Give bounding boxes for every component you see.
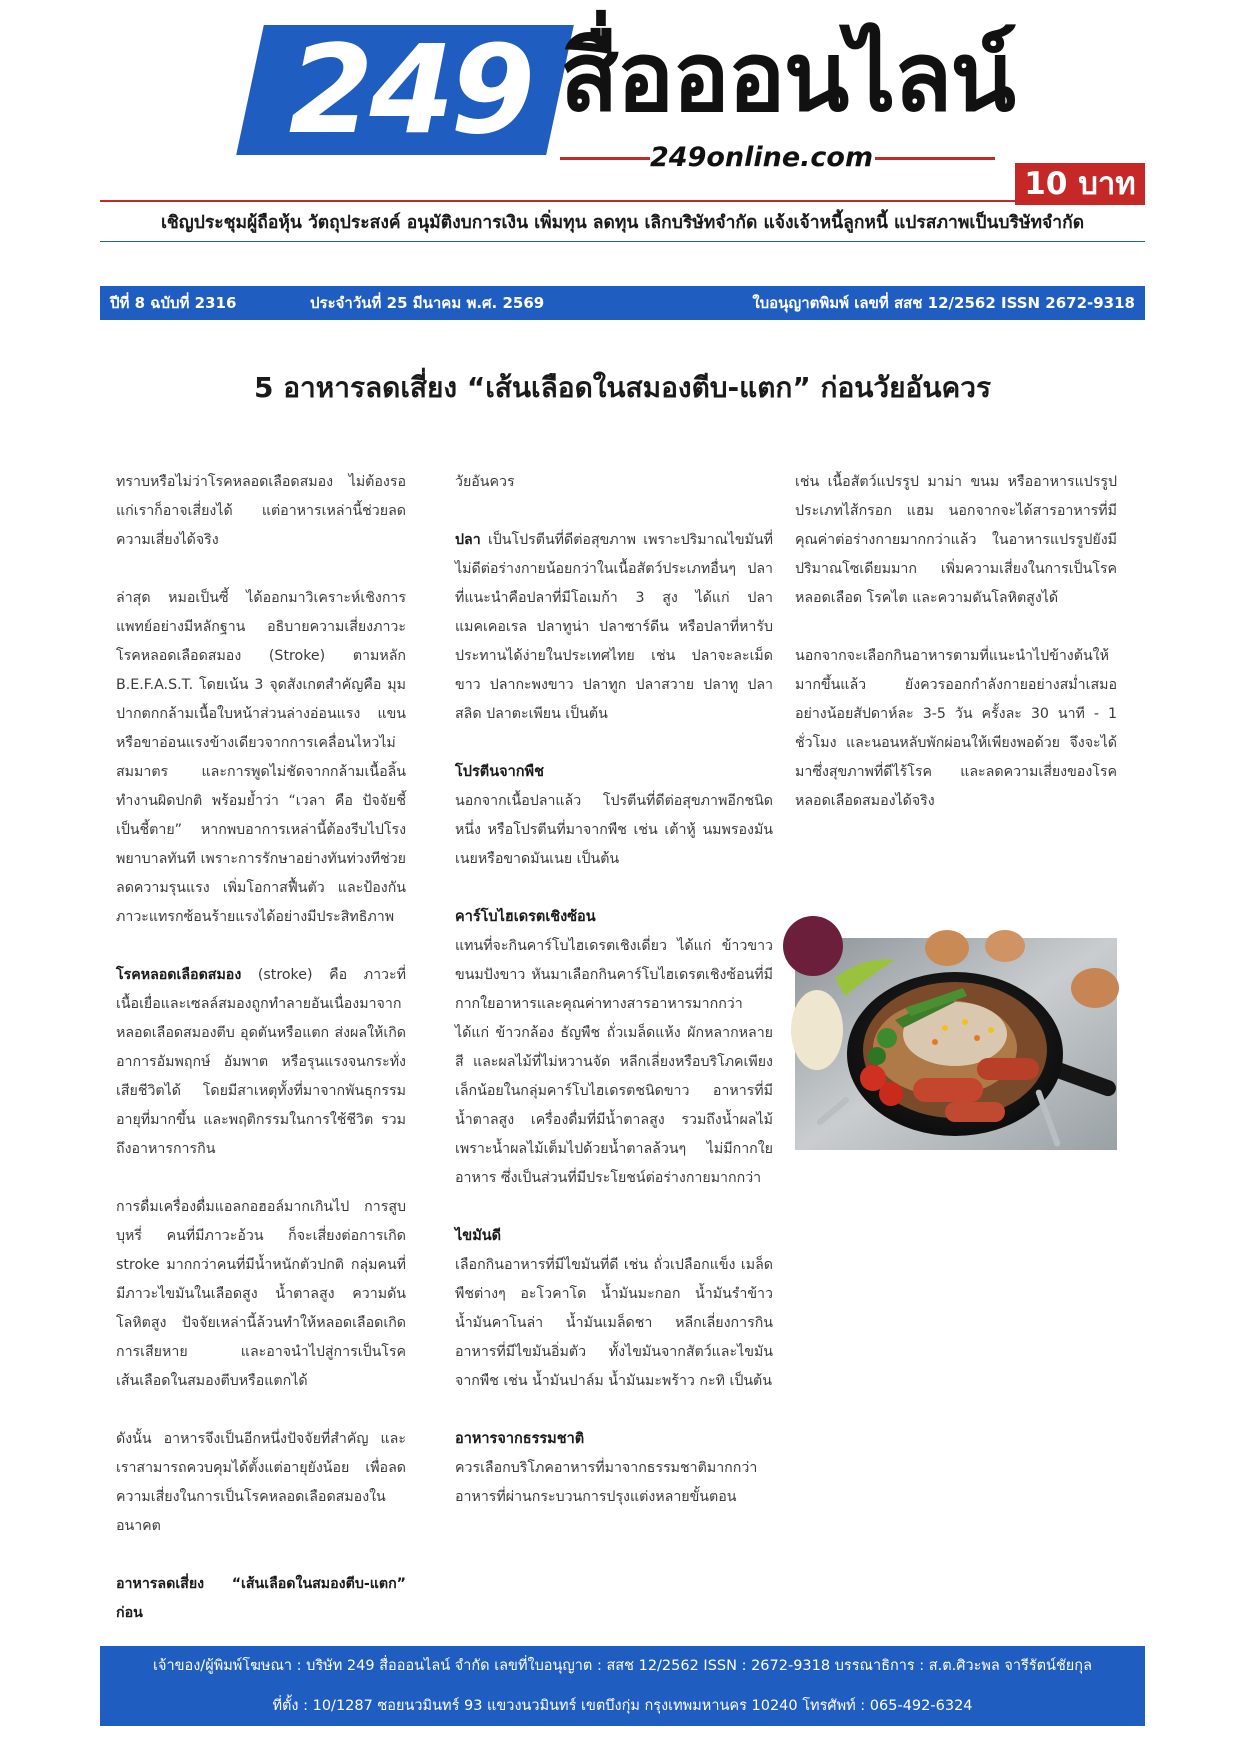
paragraph: ดังนั้น อาหารจึงเป็นอีกหนึ่งปัจจัยที่สำคัญ และเราสามารถควบคุมได้ตั้งแต่อายุยังน้อย เพื่อลดความเสี่ยงในการเป็นโรคหลอดเลือดสมองในอนาคต bbox=[116, 1431, 406, 1534]
article-headline: 5 อาหารลดเสี่ยง “เส้นเลือดในสมองตีบ-แตก” ก่อนวัยอันควร bbox=[254, 371, 991, 404]
inline-label: โรคหลอดเลือดสมอง bbox=[116, 967, 242, 983]
paragraph: วัยอันควร bbox=[455, 474, 515, 490]
paragraph bbox=[455, 526, 773, 729]
paragraph: เลือกกินอาหารที่มีไขมันที่ดี เช่น ถั่วเปลือกแข็ง เมล็ดพืชต่างๆ อะโวคาโด น้ำมันมะกอก น้ำมันรำข้าว น้ำมันคาโนล่า น้ำมันเมล็ดชา หลีกเลี่ยงการกินอาหารที่มีไขมันอิ่มตัว ทั้งไขมันจากสัตว์และไขมันจากพืช เช่น น้ำมันปาล์ม น้ำมันมะพร้าว กะทิ เป็นต้น bbox=[455, 1257, 773, 1389]
inline-label: ปลา bbox=[455, 532, 481, 548]
site-url: 249online.com bbox=[650, 142, 874, 173]
logo-rule-left bbox=[560, 157, 650, 160]
paragraph bbox=[116, 961, 406, 1164]
issue-date: ประจำวันที่ 25 มีนาคม พ.ศ. 2569 bbox=[310, 294, 545, 312]
paragraph: เช่น เนื้อสัตว์แปรรูป มาม่า ขนม หรืออาหารแปรรูปประเภทไส้กรอก แฮม นอกจากจะได้สารอาหารที่มีคุณค่าต่อร่างกายมากกว่าแล้ว ในอาหารแปรรูปยังมีปริมาณโซเดียมมาก เพิ่มความเสี่ยงในการเป็นโรคหลอดเลือด โรคไต และความดันโลหิตสูงได้ bbox=[795, 474, 1117, 606]
paragraph: นอกจากเนื้อปลาแล้ว โปรตีนที่ดีต่อสุขภาพอีกชนิดหนึ่ง หรือโปรตีนที่มาจากพืช เช่น เต้าหู้ นมพรองมันเนยหรือขาดมันเนย เป็นต้น bbox=[455, 793, 773, 867]
section-heading: ไขมันดี bbox=[455, 1228, 502, 1244]
footer-address-line: ที่ตั้ง : 10/1287 ซอยนวมินทร์ 93 แขวงนวมินทร์ เขตบึงกุ่ม กรุงเทพมหานคร 10240 โทรศัพท์ : 065-492-6324 bbox=[272, 1698, 973, 1714]
section-heading: โปรตีนจากพืช bbox=[455, 764, 544, 780]
food-photo-illustration bbox=[795, 938, 1117, 1150]
logo-wordmark: สื่อออนไลน์ bbox=[560, 21, 1014, 133]
paragraph: แทนที่จะกินคาร์โบไฮเดรตเชิงเดี่ยว ได้แก่ ข้าวขาว ขนมปังขาว หันมาเลือกกินคาร์โบไฮเดรตเชิงซ้อนที่มีกากใยอาหารและคุณค่าทางสารอาหารมากกว่า ได้แก่ ข้าวกล้อง ธัญพืช ถั่วเมล็ดแห้ง ผักหลากหลายสี และผลไม้ที่ไม่หวานจัด หลีกเลี่ยงหรือบริโภคเพียงเล็กน้อยในกลุ่มคาร์โบไฮเดรตชนิดขาว อาหารที่มีน้ำตาลสูง เครื่องดื่มที่มีน้ำตาลสูง รวมถึงน้ำผลไม้ เพราะน้ำผลไม้เต็มไปด้วยน้ำตาลล้วนๆ ไม่มีกากใยอาหาร ซึ่งเป็นส่วนที่มีประโยชน์ต่อร่างกายมากกว่า bbox=[455, 938, 773, 1186]
services-tagline: เชิญประชุมผู้ถือหุ้น วัตถุประสงค์ อนุมัติงบการเงิน เพิ่มทุน ลดทุน เลิกบริษัทจำกัด แจ้งเจ้าหนี้ลูกหนี้ แปรสภาพเป็นบริษัทจำกัด bbox=[160, 213, 1085, 233]
license-info: ใบอนุญาตพิมพ์ เลขที่ สสช 12/2562 ISSN 2672-9318 bbox=[752, 294, 1135, 312]
section-heading: คาร์โบไฮเดรตเชิงซ้อน bbox=[455, 909, 596, 925]
footer-bar bbox=[100, 1646, 1145, 1726]
price-badge: 10 บาท bbox=[1015, 163, 1145, 205]
footer-publisher-line: เจ้าของ/ผู้พิมพ์โฆษณา : บริษัท 249 สื่อออนไลน์ จำกัด เลขที่ใบอนุญาต : สสช 12/2562 ISSN : 2672-9318 บรรณาธิการ : ส.ต.ศิวะพล จารีรัตน์ชัยกุล bbox=[153, 1658, 1092, 1674]
issue-info-bar bbox=[100, 286, 1145, 320]
article-column-1 bbox=[116, 468, 406, 1621]
paragraph-text: เป็นโปรตีนที่ดีต่อสุขภาพ เพราะปริมาณไขมันที่ไม่ดีต่อร่างกายน้อยกว่าในเนื้อสัตว์ประเภทอื่นๆ ปลาที่แนะนำคือปลาที่มีโอเมก้า 3 สูง ได้แก่ ปลาแมคเคอเรล ปลาทูน่า ปลาซาร์ดีน หรือปลาที่หารับประทานได้ง่ายในประเทศไทย เช่น ปลาจะละเม็ดขาว ปลากะพงขาว ปลาทูก ปลาสวาย ปลาทู ปลาสลิด ปลาตะเพียน เป็นต้น bbox=[455, 532, 773, 722]
paragraph: การดื่มเครื่องดื่มแอลกอฮอล์มากเกินไป การสูบบุหรี่ คนที่มีภาวะอ้วน ก็จะเสี่ยงต่อการเกิด stroke มากกว่าคนที่มีน้ำหนักตัวปกติ กลุ่มคนที่มีภาวะไขมันในเลือดสูง น้ำตาลสูง ความดันโลหิตสูง ปัจจัยเหล่านี้ล้วนทำให้หลอดเลือดเกิดการเสียหาย และอาจนำไปสู่การเป็นโรคเส้นเลือดในสมองตีบหรือแตกได้ bbox=[116, 1199, 406, 1389]
paragraph: นอกจากจะเลือกกินอาหารตามที่แนะนำไปข้างต้นให้มากขึ้นแล้ว ยังควรออกกำลังกายอย่างสม่ำเสมอ อย่างน้อยสัปดาห์ละ 3-5 วัน ครั้งละ 30 นาที - 1 ชั่วโมง และนอนหลับพักผ่อนให้เพียงพอด้วย จึงจะได้มาซึ่งสุขภาพที่ดีไร้โรค และลดความเสี่ยงของโรคหลอดเลือดสมองได้จริง bbox=[795, 648, 1117, 809]
inline-label: อาหารลดเสี่ยง “เส้นเลือดในสมองตีบ-แตก” ก่อน bbox=[116, 1576, 406, 1621]
paragraph: ทราบหรือไม่ว่าโรคหลอดเลือดสมอง ไม่ต้องรอแก่เราก็อาจเสี่ยงได้ แต่อาหารเหล่านี้ช่วยลดความเสี่ยงได้จริง bbox=[116, 474, 406, 548]
paragraph: ล่าสุด หมอเป็นซี้ ได้ออกมาวิเคราะห์เชิงการแพทย์อย่างมีหลักฐาน อธิบายความเสี่ยงภาวะโรคหลอดเลือดสมอง (Stroke) ตามหลัก B.E.F.A.S.T. โดยเน้น 3 จุดสังเกตสำคัญคือ มุมปากตกกล้ามเนื้อใบหน้าส่วนล่างอ่อนแรง แขนหรือขาอ่อนแรงข้างเดียวจากการเคลื่อนไหวไม่สมมาตร และการพูดไม่ชัดจากกล้ามเนื้อลิ้นทำงานผิดปกติ พร้อมย้ำว่า “เวลา คือ ปัจจัยชี้เป็นชี้ตาย” หากพบอาการเหล่านี้ต้องรีบไปโรงพยาบาลทันที เพราะการรักษาอย่างทันท่วงทีช่วยลดความรุนแรง เพิ่มโอกาสฟื้นตัว และป้องกันภาวะแทรกซ้อนร้ายแรงได้อย่างมีประสิทธิภาพ bbox=[116, 590, 406, 925]
paragraph bbox=[116, 1570, 406, 1628]
article-column-3 bbox=[795, 468, 1117, 828]
article-photo bbox=[795, 938, 1117, 1150]
tagline-divider bbox=[100, 241, 1145, 242]
logo-number: 249 bbox=[288, 19, 532, 161]
masthead-divider bbox=[100, 200, 1015, 202]
issue-number: ปีที่ 8 ฉบับที่ 2316 bbox=[110, 294, 237, 312]
logo-rule-right bbox=[875, 157, 995, 160]
section-heading: อาหารจากธรรมชาติ bbox=[455, 1431, 585, 1447]
paragraph-text: (stroke) คือ ภาวะที่เนื้อเยื่อและเซลล์สมองถูกทำลายอันเนื่องมาจากหลอดเลือดสมองตีบ อุดตันหรือแตก ส่งผลให้เกิดอาการอัมพฤกษ์ อัมพาต หรือรุนแรงจนกระทั่งเสียชีวิตได้ โดยมีสาเหตุทั้งที่มาจากพันธุกรรม อายุที่มากขึ้น และพฤติกรรมในการใช้ชีวิต รวมถึงอาหารการกิน bbox=[116, 967, 406, 1157]
article-column-2 bbox=[455, 468, 773, 1598]
paragraph: ควรเลือกบริโภคอาหารที่มาจากธรรมชาติมากกว่าอาหารที่ผ่านกระบวนการปรุงแต่งหลายขั้นตอน bbox=[455, 1460, 758, 1505]
